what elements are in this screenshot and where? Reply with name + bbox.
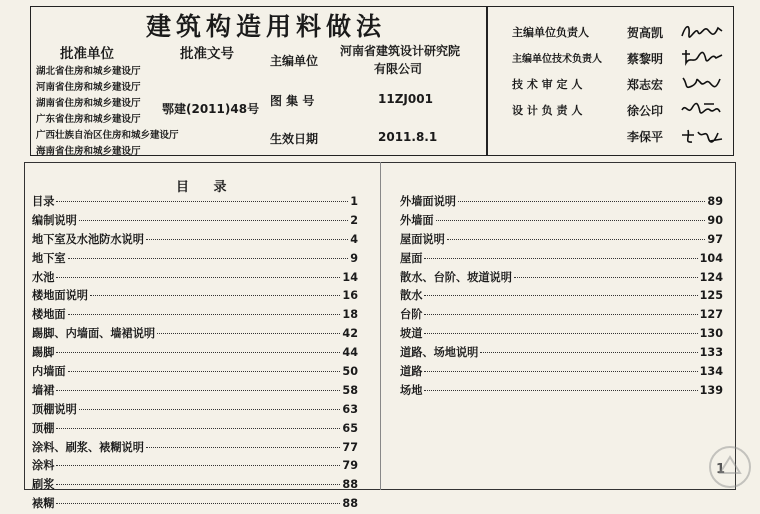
toc-entry-page: 90 [707,213,723,227]
leader-dots [424,333,697,334]
toc-entry-label: 楼地面 [32,308,66,322]
signature-image [680,22,724,40]
toc-entry-page: 130 [699,327,723,341]
toc-entry-page: 1 [350,195,358,208]
toc-entry[interactable] [32,250,358,269]
toc-entry[interactable] [400,250,723,269]
toc-entry[interactable] [400,269,723,288]
approval-unit-item: 湖南省住房和城乡建设厅 [36,98,141,109]
toc-entry-page: 88 [342,497,358,511]
toc-entry-label: 踢脚 [32,346,55,360]
contents-left-column [32,193,358,514]
signature-image [680,100,724,118]
toc-entry[interactable] [32,457,358,476]
toc-entry-page: 104 [699,251,723,265]
leader-dots [56,277,340,278]
toc-entry[interactable] [32,231,358,250]
toc-entry-page: 134 [699,365,723,379]
toc-entry-label: 踢脚、内墙面、墙裙说明 [32,327,156,341]
leader-dots [447,239,706,240]
toc-entry-label: 散水、台阶、坡道说明 [400,270,512,284]
toc-entry[interactable] [32,306,358,325]
toc-entry-label: 地下室 [32,251,66,265]
toc-entry[interactable] [32,495,358,514]
toc-entry[interactable] [32,401,358,420]
toc-entry[interactable] [32,212,358,231]
toc-entry[interactable] [32,325,358,344]
leader-dots [79,220,348,221]
leader-dots [68,258,349,259]
signature-image [680,127,724,145]
toc-entry-label: 坡道 [400,327,423,341]
toc-entry[interactable] [32,439,358,458]
toc-entry-label: 台阶 [400,308,423,322]
toc-entry-label: 目录 [32,195,55,208]
approval-unit-label: 批准单位 [60,46,114,62]
toc-entry[interactable] [400,193,723,212]
personnel-role: 主编单位技术负责人 [512,54,602,65]
leader-dots [424,390,697,391]
toc-entry-label: 散水 [400,289,423,303]
toc-entry[interactable] [32,382,358,401]
toc-entry-page: 133 [699,346,723,360]
toc-entry[interactable] [32,193,358,212]
toc-entry-page: 124 [699,270,723,284]
approval-unit-item: 广东省住房和城乡建设厅 [36,114,141,125]
toc-entry-label: 道路、场地说明 [400,346,479,360]
page-number: 1 [716,462,726,477]
editor-value-line2: 有限公司 [374,62,423,76]
leader-dots [56,503,340,504]
toc-entry-page: 44 [342,346,358,360]
toc-entry[interactable] [400,344,723,363]
toc-entry-label: 涂料、刷浆、裱糊说明 [32,440,144,454]
toc-entry-label: 墙裙 [32,383,55,397]
toc-entry-page: 125 [699,289,723,303]
toc-entry[interactable] [32,287,358,306]
toc-entry-page: 127 [699,308,723,322]
toc-entry-label: 外墙面 [400,213,434,227]
leader-dots [458,201,705,202]
leader-dots [56,201,348,202]
toc-entry-label: 场地 [400,383,423,397]
toc-entry-label: 编制说明 [32,213,77,227]
personnel-name: 贺高凯 [627,26,664,40]
contents-divider [380,162,381,490]
toc-entry-label: 屋面说明 [400,232,445,246]
personnel-name: 蔡黎明 [627,52,664,66]
toc-entry[interactable] [400,382,723,401]
toc-entry-page: 4 [350,232,358,246]
personnel-name: 李保平 [627,130,664,144]
leader-dots [424,314,697,315]
toc-entry-page: 88 [342,478,358,492]
document-title: 建筑构造用料做法 [145,12,386,41]
toc-entry-label: 刷浆 [32,478,55,492]
toc-entry[interactable] [400,306,723,325]
toc-entry-page: 65 [342,421,358,435]
leader-dots [436,220,706,221]
toc-entry-label: 涂料 [32,459,55,473]
toc-entry-page: 77 [342,440,358,454]
approval-doc-value: 鄂建(2011)48号 [162,102,260,116]
approval-unit-item: 湖北省住房和城乡建设厅 [36,66,141,77]
leader-dots [56,465,340,466]
personnel-role: 技 术 审 定 人 [512,78,583,91]
toc-entry-label: 地下室及水池防水说明 [32,232,144,246]
leader-dots [424,371,697,372]
leader-dots [146,447,341,448]
contents-right-column [400,193,723,401]
leader-dots [56,484,340,485]
effective-date-value: 2011.8.1 [378,130,438,144]
leader-dots [157,333,340,334]
toc-entry-page: 79 [342,459,358,473]
toc-entry-page: 63 [342,402,358,416]
toc-entry[interactable] [32,269,358,288]
approval-unit-item: 海南省住房和城乡建设厅 [36,146,141,157]
toc-entry-page: 18 [342,308,358,322]
personnel-name: 徐公印 [627,104,664,118]
signature-image [680,48,724,66]
editor-value: 河南省建筑设计研究院 [340,44,461,58]
toc-entry-page: 97 [707,232,723,246]
toc-entry-page: 9 [350,251,358,265]
toc-entry-label: 屋面 [400,251,423,265]
leader-dots [56,352,340,353]
toc-entry-page: 50 [342,365,358,379]
approval-unit-item: 河南省住房和城乡建设厅 [36,82,141,93]
toc-entry[interactable] [400,231,723,250]
leader-dots [90,295,340,296]
personnel-name: 郑志宏 [627,78,664,92]
leader-dots [424,258,697,259]
toc-entry[interactable] [32,344,358,363]
leader-dots [68,314,341,315]
toc-entry-page: 58 [342,383,358,397]
toc-entry-label: 水池 [32,270,55,284]
toc-entry-label: 顶棚 [32,421,55,435]
toc-entry-label: 楼地面说明 [32,289,88,303]
toc-entry[interactable] [400,287,723,306]
toc-entry[interactable] [400,212,723,231]
toc-entry-page: 14 [342,270,358,284]
atlas-label: 图 集 号 [270,94,315,108]
leader-dots [480,352,697,353]
leader-dots [68,371,341,372]
toc-entry-page: 16 [342,289,358,303]
toc-entry-page: 42 [342,327,358,341]
toc-entry-page: 2 [350,213,358,227]
toc-entry-label: 裱糊 [32,497,55,511]
leader-dots [146,239,348,240]
contents-heading: 目 录 [176,180,237,195]
watermark-logo-icon [706,443,754,491]
approval-doc-label: 批准文号 [180,46,234,62]
personnel-role: 设 计 负 责 人 [512,104,583,117]
header-divider [486,6,488,156]
leader-dots [424,295,697,296]
signature-image [680,74,724,92]
leader-dots [514,277,698,278]
toc-entry-page: 89 [707,195,723,208]
toc-entry[interactable] [32,476,358,495]
editor-label: 主编单位 [270,54,319,68]
toc-entry[interactable] [400,325,723,344]
toc-entry-page: 139 [699,383,723,397]
leader-dots [79,409,341,410]
toc-entry[interactable] [400,363,723,382]
leader-dots [56,428,340,429]
toc-entry-label: 顶棚说明 [32,402,77,416]
leader-dots [56,390,340,391]
toc-entry[interactable] [32,363,358,382]
toc-entry-label: 道路 [400,365,423,379]
toc-entry-label: 内墙面 [32,365,66,379]
effective-date-label: 生效日期 [270,132,319,146]
approval-unit-item: 广西壮族自治区住房和城乡建设厅 [36,130,179,141]
toc-entry[interactable] [32,420,358,439]
toc-entry-label: 外墙面说明 [400,195,456,208]
personnel-role: 主编单位负责人 [512,26,589,39]
atlas-value: 11ZJ001 [378,92,433,106]
